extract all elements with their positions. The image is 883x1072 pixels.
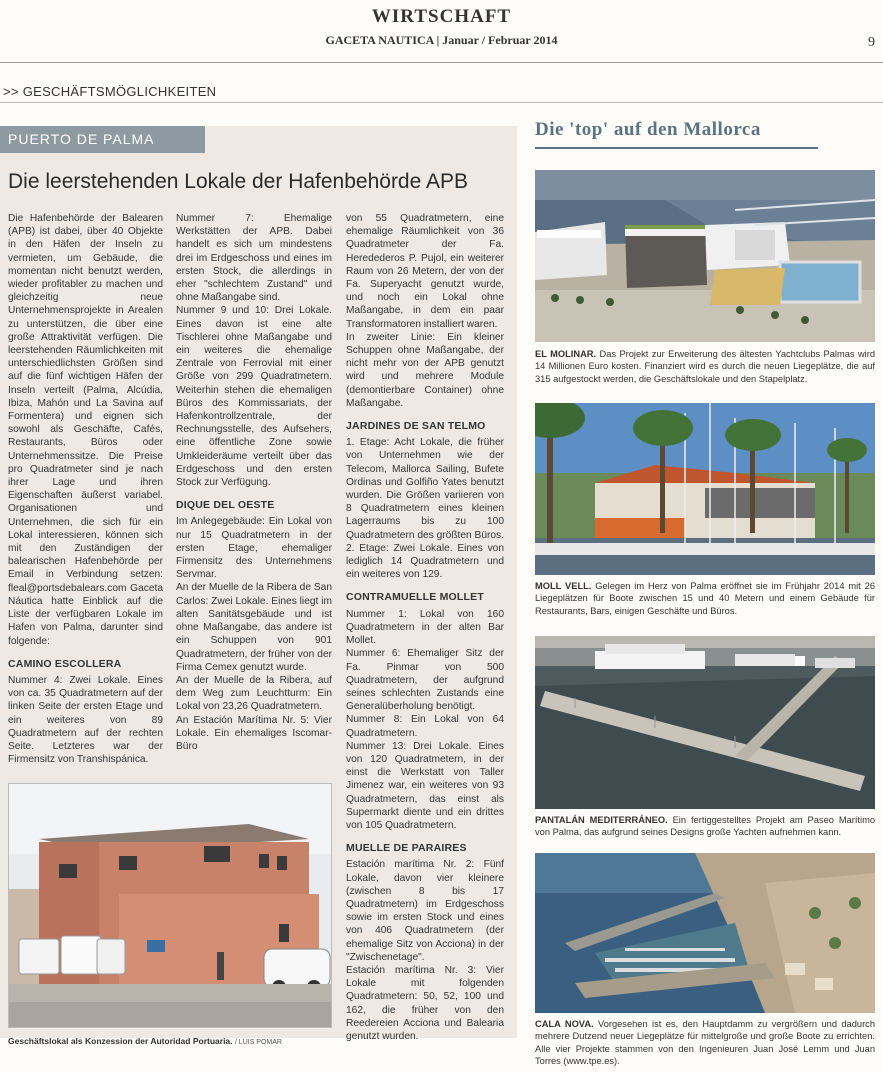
article-kicker: PUERTO DE PALMA — [0, 126, 205, 153]
photo-caption-text: Geschäftslokal als Konzession der Autoridad Portuaria. — [8, 1036, 233, 1046]
caption-text: Vorgesehen ist es, den Hauptdamm zu vergrößern und dadurch mehrere Dutzend neuer Liegeplätze für mittelgroße und große Boote zu errichten. Alle vier Projekte stammen von den Ingenieuren Juan José Lemm und Juan Torres (www.tpe.es). — [535, 1019, 875, 1067]
caption-text: Gelegen im Herz von Palma eröffnet sie im Frühjahr 2014 mit 26 Liegeplätzen für Boote zwischen 15 und 40 Metern und einem Gebäude für Restaurants, Bars, einigen Geschäfte und Büros. — [535, 581, 875, 616]
caption-el-molinar — [535, 348, 875, 385]
caption-title: EL MOLINAR. — [535, 349, 597, 359]
heading-muelle-de-paraires: MUELLE DE PARAIRES — [346, 842, 467, 855]
paragraph: von 55 Quadratmetern, eine ehemalige Räumlichkeit von 36 Quadratmeter der Fa. Heredederos P. Pujol, ein weiterer Raum von 26 Metern, der von der Fa. Superyacht genutzt wurde, und noch ein Lokal ohne Maßangabe, in dem ein paar Transformatoren installiert waren. — [346, 213, 504, 330]
sidebar-title-underline — [535, 147, 818, 149]
article-headline: Die leerstehenden Lokale der Hafenbehörde APB — [8, 170, 468, 193]
caption-title: CALA NOVA. — [535, 1019, 594, 1029]
paragraph: 1. Etage: Acht Lokale, die früher von Unternehmen wie der Telecom, Mallorca Sailing, Bufete Ordinas und Golfiño Yates benutzt wurden. Die Größen variieren von 8 Quadratmetern eines kleinen Lagerraums bis zu 100 Quadratmetern des größten Büros. — [346, 437, 504, 541]
heading-jardines-de-san-telmo: JARDINES DE SAN TELMO — [346, 420, 486, 433]
masthead-divider — [0, 62, 883, 63]
paragraph: An Estación Marítima Nr. 5: Vier Lokale. Ein ehemaliges Iscomar-Büro — [176, 714, 332, 752]
paragraph: Im Anlegegebäude: Ein Lokal von nur 15 Quadratmetern in der ersten Etage, ehemaliger Firmensitz des Unternehmens Servmar. — [176, 516, 332, 581]
page-number: 9 — [868, 35, 875, 50]
sidebar-title: Die 'top' auf den Mallorca — [535, 119, 761, 140]
article-column-1 — [8, 212, 163, 766]
photo-caption — [8, 1036, 338, 1046]
caption-title: MOLL VELL. — [535, 581, 592, 591]
photo-credit: / LUIS POMAR — [234, 1039, 282, 1046]
paragraph: Nummer 9 und 10: Drei Lokale. Eines davon ist eine alte Tischlerei ohne Maßangabe und ein weiteres die ehemalige Zentrale von Ferrovial mit einer Größe von 299 Quadratmetern. Weiterhin stehen die ehemaligen Büros des Kommissariats, der Hafenkontrollzentrale, der Rechnungsstelle, des Aufsehers, eine öffentliche Zone sowie Umkleideräume verteilt über das Erdgeschoss und den ersten Stock zur Verfügung. — [176, 305, 332, 489]
heading-dique-del-oeste: DIQUE DEL OESTE — [176, 499, 275, 512]
masthead-subtitle: GACETA NAUTICA | Januar / Februar 2014 — [325, 33, 558, 47]
paragraph: Nummer 8: Ein Lokal von 64 Quadratmetern. — [346, 714, 504, 739]
article-column-3 — [346, 212, 504, 1043]
cala-nova-image — [535, 853, 875, 1013]
paragraph: Nummer 7: Ehemalige Werkstätten der APB. Dabei handelt es sich um mindestens drei im Erdgeschoss und eines im ersten Stock, die allerdings in eher "schlechtem Zustand" und ohne Maßangabe sind. — [176, 213, 332, 304]
section-divider — [0, 102, 883, 103]
article-column-2 — [176, 212, 332, 753]
paragraph: Nummer 1: Lokal von 160 Quadratmetern in der alten Bar Mollet. — [346, 608, 504, 647]
pantalan-mediterraneo-image — [535, 636, 875, 809]
masthead-title: WIRTSCHAFT — [371, 6, 512, 27]
building-photo — [8, 783, 332, 1028]
paragraph: Nummer 13: Drei Lokale. Eines von 120 Quadratmetern, in der einst die Werkstatt von Taller Jimenez war, ein weiteres von 93 Quadratmetern, das einst als Supermarkt diente und ein drittes von 105 Quadratmetern. — [346, 740, 504, 831]
paragraph: 2. Etage: Zwei Lokale. Eines von lediglich 14 Quadratmetern und ein weiteres von 129. — [346, 542, 504, 581]
caption-text: Das Projekt zur Erweiterung des ältesten Yachtclubs Palmas wird 14 Millionen Euro kosten. Finanziert wird es durch die neuen Liegeplätze, die auf 315 aufgestockt werden, die Geschäftslokale und den Stapelplatz. — [535, 349, 875, 384]
moll-vell-image — [535, 403, 875, 575]
caption-moll-vell — [535, 580, 875, 617]
paragraph: Estación marítima Nr. 2: Fünf Lokale, davon vier kleinere (zwischen 8 bis 17 Quadratmetern) im Erdgeschoss sowie im ersten Stock und eines von 406 Quadratmetern (der ehemalige Sitz von Acciona) in der "Zwischenetage". — [346, 859, 504, 963]
paragraph: Estación marítima Nr. 3: Vier Lokale mit folgenden Quadratmetern: 50, 52, 100 und 162, die früher von den Reedereien Acciona und Balearia genutzt wurden. — [346, 964, 504, 1042]
caption-pantalan-mediterraneo — [535, 814, 875, 839]
caption-text: Ein fertiggestelltes Projekt am Paseo Marítimo von Palma, das aufgrund seines Designs große Yachten aufnehmen kann. — [535, 815, 875, 838]
heading-camino-escollera: CAMINO ESCOLLERA — [8, 657, 122, 670]
paragraph: An der Muelle de la Ribera, auf dem Weg zum Leuchtturm: Ein Lokal von 23,26 Quadratmetern. — [176, 674, 332, 713]
heading-contramuelle-mollet: CONTRAMUELLE MOLLET — [346, 591, 484, 604]
paragraph: An der Muelle de la Ribera de San Carlos: Zwei Lokale. Eines liegt im alten Sanitätsgebäude und ist ohne Maßangabe, das andere ist ein Schuppen von 901 Quadratmetern, der früher von der Firma Cemex genutzt wurde. — [176, 582, 332, 673]
caption-cala-nova — [535, 1018, 875, 1068]
el-molinar-image — [535, 170, 875, 342]
section-label: >> GESCHÄFTSMÖGLICHKEITEN — [3, 84, 217, 99]
paragraph: Nummer 6: Ehemaliger Sitz der Fa. Pinmar von 500 Quadratmetern, der aufgrund seines schlechten Zustands eine Generalüberholung benötigt. — [346, 648, 504, 713]
caption-title: PANTALÁN MEDITERRÁNEO. — [535, 815, 668, 825]
paragraph: Nummer 4: Zwei Lokale. Eines von ca. 35 Quadratmetern auf der linken Seite der ersten Etage und ein weiteres von 89 Quadratmetern auf der rechten Seite. Letzteres war der Firmensitz von Transhispánica. — [8, 674, 163, 766]
paragraph: In zweiter Linie: Ein kleiner Schuppen ohne Maßangabe, der nicht mehr von der APB genutzt wird und mehrere Module (demontierbare Container) ohne Maßangabe. — [346, 331, 504, 409]
article-intro: Die Hafenbehörde der Balearen (APB) ist dabei, über 40 Objekte in den Häfen der Inseln zu vermieten, um Gebäude, die momentan nicht benutzt werden, wieder profitabler zu machen und gleichzeitig neue Unternehmensprojekte in Arealen zu unterstützen, die über eine große Attraktivität verfügen. Die leerstehenden Räumlichkeiten mit unterschiedlichsten Größen sind auf die fünf wichtigen Häfen der Inseln verteilt (Palma, Alcúdia, Ibiza, Mahón und La Savina auf Formentera) und eignen sich sowohl als Geschäfte, Cafés, Restaurants, Büros oder Unternehmenssitze. Die Preise pro Quadratmeter sind je nach ihrer Lage und ihren Eigenschaften äußerst variabel. Organisationen und Unternehmen, die sich für ein Lokal interessieren, können sich mit den Zuständigen der balearischen Hafenbehörde per Email in Verbindung setzen: fleal@portsdebalears.com Gaceta Náutica hatte Einblick auf die Liste der verfügbaren Lokale im Hafen von Palma, darunter sind folgende: — [8, 213, 163, 647]
